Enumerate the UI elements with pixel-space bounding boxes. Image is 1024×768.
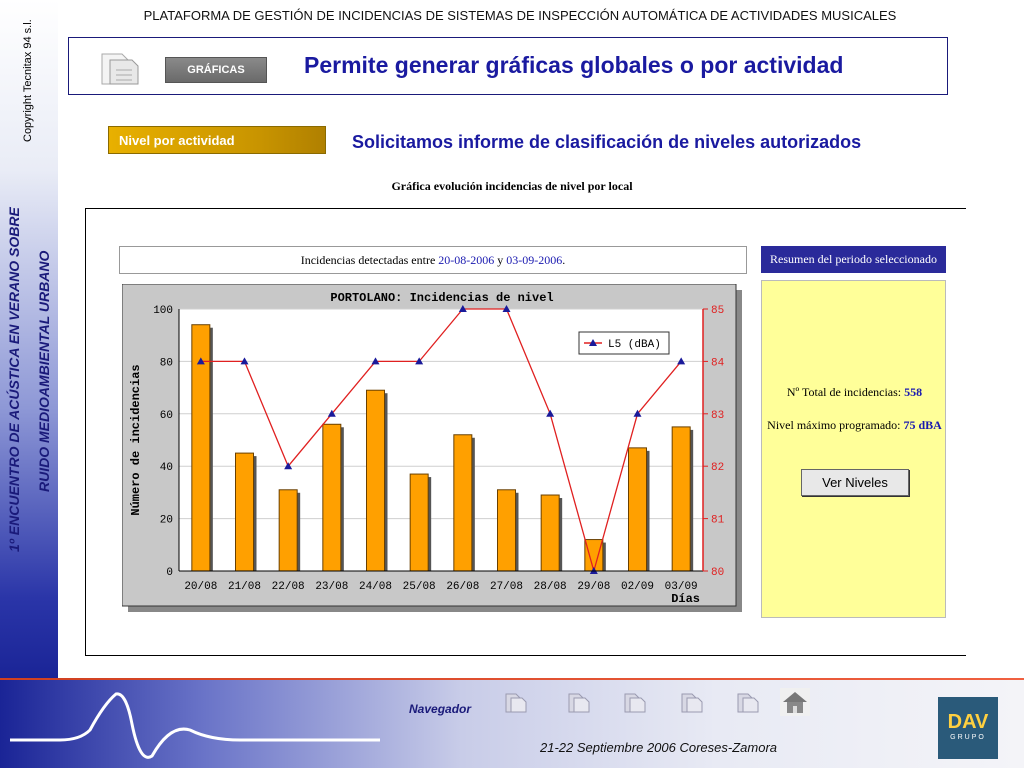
- resumen-box: [761, 280, 946, 618]
- y2-tick-label: 85: [711, 305, 725, 317]
- y-tick-label: 80: [159, 357, 173, 370]
- side-title-line1: 1º ENCUENTRO DE ACÚSTICA EN VERANO SOBRE: [6, 207, 22, 552]
- logo-subtext: GRUPO: [950, 734, 986, 741]
- legend-label: L5 (dBA): [608, 339, 661, 351]
- bar: [498, 490, 516, 571]
- y2-tick-label: 81: [711, 514, 725, 527]
- graph-title: Gráfica evolución incidencias de nivel por local: [391, 179, 633, 193]
- x-tick-label: 28/08: [533, 581, 567, 593]
- total-line: [762, 385, 947, 400]
- bar: [367, 390, 385, 571]
- x-tick-label: 23/08: [315, 581, 349, 593]
- date-from: 20-08-2006: [438, 253, 495, 267]
- y2-tick-label: 82: [711, 462, 725, 475]
- ver-niveles-button[interactable]: Ver Niveles: [801, 469, 909, 496]
- y-tick-label: 100: [153, 305, 173, 317]
- x-tick-label: 27/08: [489, 581, 524, 593]
- document-icon[interactable]: [736, 692, 760, 714]
- header-title: Permite generar gráficas globales o por actividad: [304, 52, 844, 78]
- waveform-graphic: [0, 684, 380, 768]
- y2-tick-label: 83: [711, 409, 725, 422]
- x-tick-label: 21/08: [227, 581, 262, 593]
- y-tick-label: 60: [159, 409, 173, 422]
- event-date: 21-22 Septiembre 2006 Coreses-Zamora: [540, 740, 778, 755]
- bar: [454, 435, 472, 571]
- max-line: [762, 418, 947, 433]
- solicitamos-heading: Solicitamos informe de clasificación de niveles autorizados: [352, 132, 862, 152]
- incidencias-prefix: Incidencias detectadas entre: [300, 253, 439, 267]
- bar: [279, 490, 297, 571]
- incidencias-range: [119, 246, 747, 274]
- navegador-label: Navegador: [409, 702, 472, 716]
- y-axis-label: Número de incidencias: [129, 364, 143, 516]
- bar: [410, 474, 428, 571]
- incidencias-suffix: .: [562, 253, 566, 267]
- bar: [323, 424, 341, 571]
- side-title-line2: RUIDO MEDIOAMBIENTAL URBANO: [36, 250, 52, 492]
- x-tick-label: 29/08: [577, 581, 611, 593]
- y-tick-label: 40: [159, 462, 173, 475]
- y-tick-label: 20: [159, 514, 173, 527]
- nivel-por-actividad-button[interactable]: Nivel por actividad: [108, 126, 326, 154]
- y2-tick-label: 80: [711, 567, 725, 579]
- bar: [629, 448, 647, 571]
- x-tick-label: 25/08: [402, 581, 436, 593]
- copyright-text: Copyright Tecnitax 94 s.l.: [22, 19, 34, 142]
- document-icon[interactable]: [504, 692, 528, 714]
- date-to: 03-09-2006: [506, 253, 563, 267]
- bar: [672, 427, 690, 571]
- document-icon[interactable]: [623, 692, 647, 714]
- max-label: Nivel máximo programado:: [767, 418, 901, 432]
- bar: [236, 453, 254, 571]
- x-tick-label: 02/09: [620, 581, 655, 593]
- incidencias-mid: y: [494, 253, 507, 267]
- x-tick-label: 03/09: [664, 581, 698, 593]
- incidencias-chart: [122, 284, 744, 614]
- home-icon[interactable]: [780, 688, 810, 716]
- document-icon: [100, 52, 140, 86]
- document-icon[interactable]: [680, 692, 704, 714]
- x-tick-label: 20/08: [184, 581, 218, 593]
- total-label: Nº Total de incidencias:: [786, 385, 902, 399]
- total-value: 558: [904, 385, 923, 399]
- y2-tick-label: 84: [711, 357, 725, 370]
- logo-text: DAV: [947, 711, 989, 733]
- x-tick-label: 24/08: [358, 581, 393, 593]
- legend: [579, 332, 669, 354]
- y-tick-label: 0: [166, 567, 173, 579]
- platform-title: PLATAFORMA DE GESTIÓN DE INCIDENCIAS DE SISTEMAS DE INSPECCIÓN AUTOMÁTICA DE ACTIVIDADES MUSICALES: [143, 8, 897, 23]
- graficas-badge[interactable]: GRÁFICAS: [165, 57, 267, 83]
- x-tick-label: 22/08: [271, 581, 305, 593]
- x-tick-label: 26/08: [446, 581, 480, 593]
- bar: [585, 540, 603, 571]
- document-icon[interactable]: [567, 692, 591, 714]
- bar: [541, 495, 559, 571]
- chart-title: PORTOLANO: Incidencias de nivel: [330, 291, 554, 305]
- resumen-header: Resumen del periodo seleccionado: [761, 246, 946, 273]
- max-value: 75 dBA: [903, 418, 942, 432]
- x-axis-label: Días: [671, 592, 700, 606]
- dav-logo: [938, 697, 998, 759]
